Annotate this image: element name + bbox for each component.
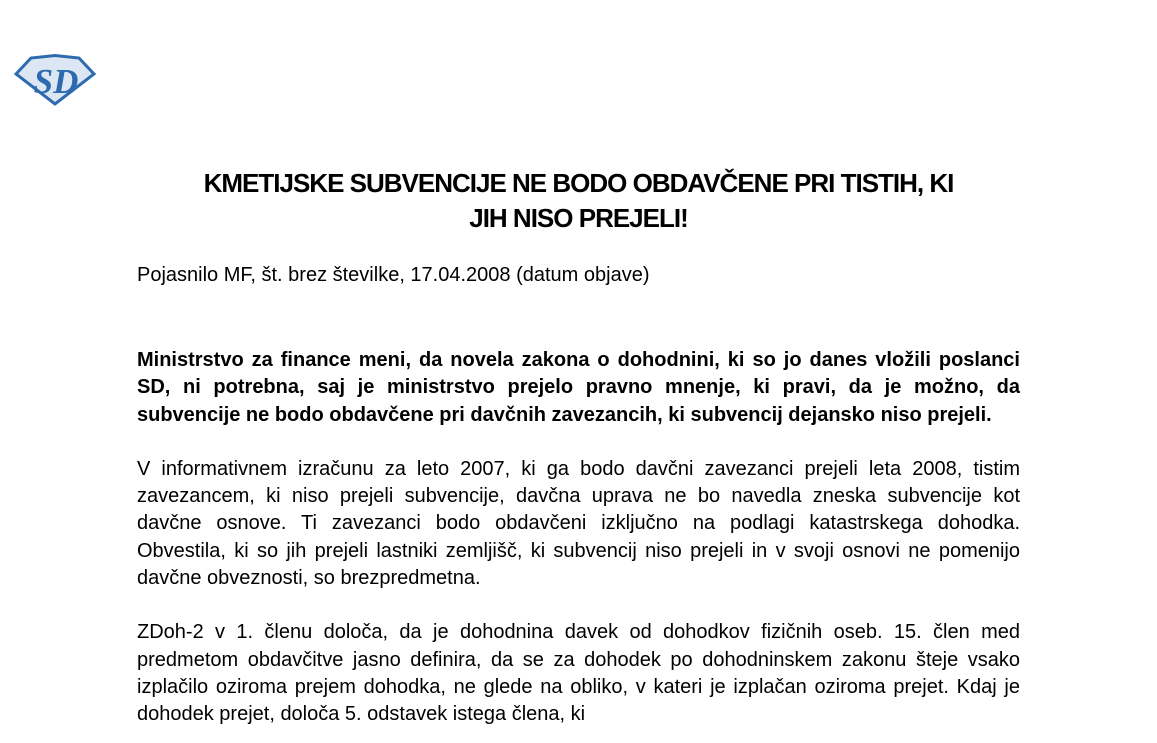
document-title-line-1: KMETIJSKE SUBVENCIJE NE BODO OBDAVČENE PRI TISTIH, KI [203, 168, 954, 198]
document-subtitle: Pojasnilo MF, št. brez številke, 17.04.2008 (datum objave) [137, 264, 650, 286]
document-title [137, 166, 1020, 236]
sd-logo-letters: SD [33, 62, 79, 101]
document-body [137, 0, 1020, 729]
paragraph-ministry-statement: Ministrstvo za finance meni, da novela zakona o dohodnini, ki so jo danes vložili poslanci SD, ni potrebna, saj je ministrstvo prejelo pravno mnenje, ki pravi, da je možno, da subvencije ne bodo obdavčene pri davčnih zavezancih, ki subvencij dejansko niso prejeli. [137, 349, 1020, 426]
sd-party-logo-icon [13, 52, 97, 108]
document-title-line-2: JIH NISO PREJELI! [469, 203, 688, 233]
paragraph-legal-basis: ZDoh-2 v 1. členu določa, da je dohodnina davek od dohodkov fizičnih oseb. 15. člen med predmetom obdavčitve jasno definira, da se za dohodek po dohodninskem zakonu šteje vsako izplačilo oziroma prejem dohodka, ne glede na obliko, v kateri je izplačan oziroma prejet. Kdaj je dohodek prejet, določa 5. odstavek istega člena, ki [137, 621, 1020, 726]
paragraph-tax-calculation: V informativnem izračunu za leto 2007, ki ga bodo davčni zavezanci prejeli leta 2008, tistim zavezancem, ki niso prejeli subvencije, davčna uprava ne bo navedla zneska subvencije kot davčne osnove. Ti zavezanci bodo obdavčeni izključno na podlagi katastrskega dohodka. Obvestila, ki so jih prejeli lastniki zemljišč, ki subvencij niso prejeli in v svoji osnovi ne pomenijo davčne obveznosti, so brezpredmetna. [137, 457, 1020, 590]
